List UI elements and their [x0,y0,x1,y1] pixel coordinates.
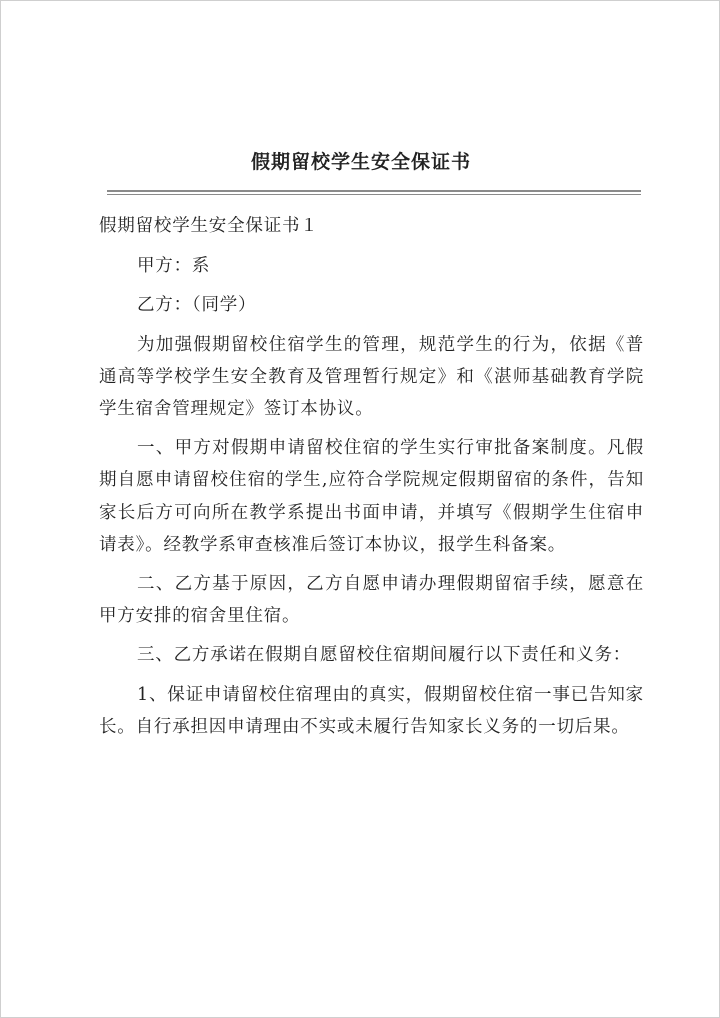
item-1-paragraph: 1、保证申请留校住宿理由的真实，假期留校住宿一事已告知家长。自行承担因申请理由不实或未履行告知家长义务的一切后果。 [99,684,644,737]
clause-3-paragraph: 三、乙方承诺在假期自愿留校住宿期间履行以下责任和义务： [137,645,632,666]
document-subheading: 假期留校学生安全保证书１ [99,216,319,236]
clause-2-paragraph: 二、乙方基于原因，乙方自愿申请办理假期留宿手续，愿意在甲方安排的宿舍里住宿。 [99,574,644,627]
intro-paragraph: 为加强假期留校住宿学生的管理，规范学生的行为，依据《普通高等学校学生安全教育及管理暂行规定》和《湛师基础教育学院学生宿舍管理规定》签订本协议。 [99,334,644,420]
document-title: 假期留校学生安全保证书 [250,151,471,173]
clause-1-paragraph: 一、甲方对假期申请留校住宿的学生实行审批备案制度。凡假期自愿申请留校住宿的学生,应符合学院规定假期留宿的条件，告知家长后方可向所在教学系提出书面申请，并填写《假期学生住宿申请表》。经教学系审查核准后签订本协议，报学生科备案。 [99,438,644,555]
document-body [99,210,644,743]
party-b-line: 乙方：（同学） [137,295,257,316]
party-a-line: 甲方：系 [137,256,211,277]
title-divider [107,190,641,195]
